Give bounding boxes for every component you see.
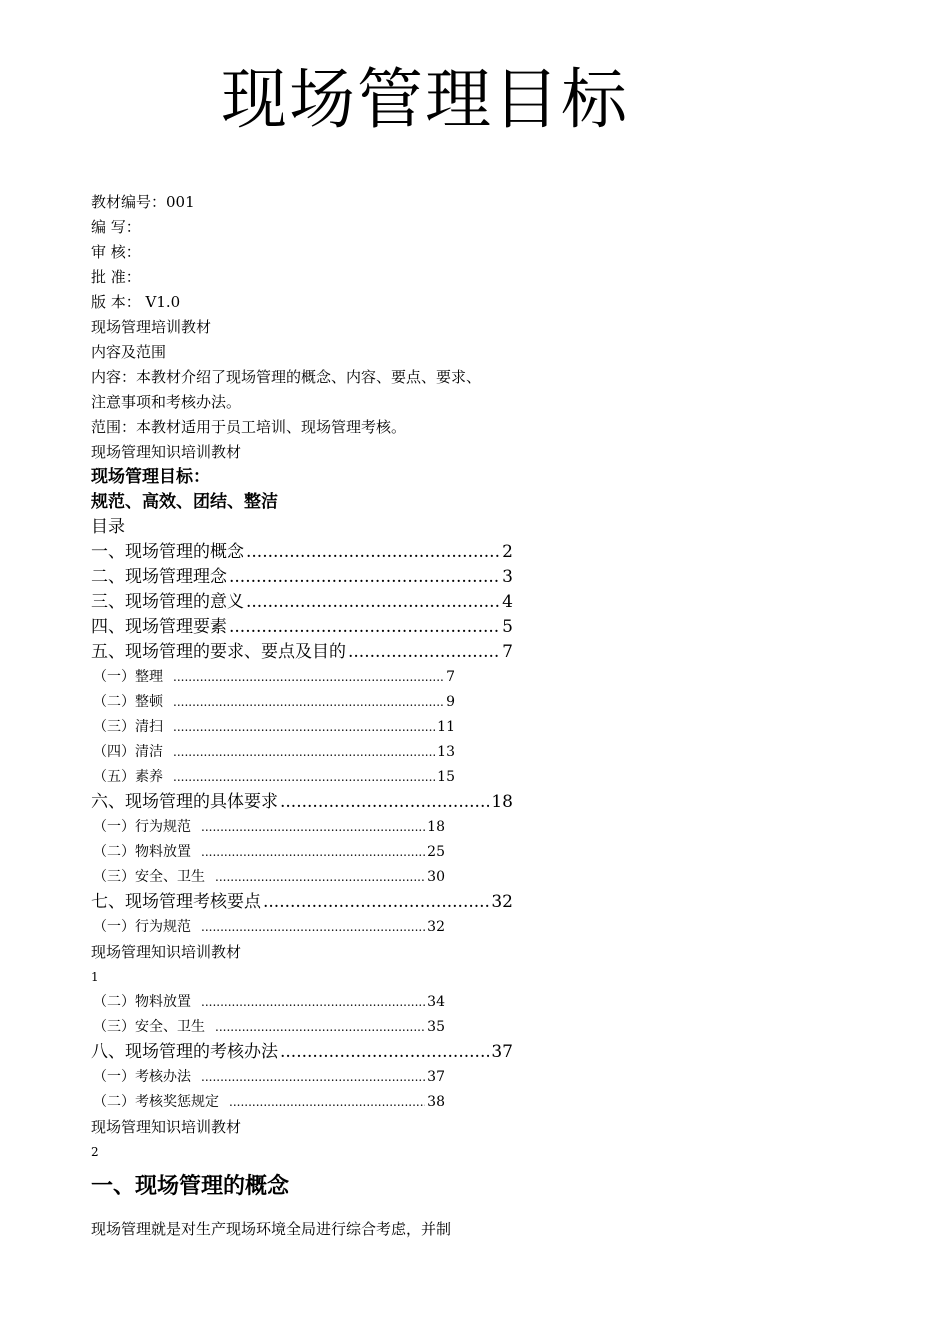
toc-entry[interactable]: [91, 615, 513, 640]
meta-line: 审 核：: [91, 243, 141, 261]
toc-entry-page: 35: [427, 1019, 445, 1035]
toc-entry-page: 11: [437, 719, 455, 735]
toc-entry-label: （一）行为规范: [93, 919, 191, 935]
toc-leader-dots: [215, 865, 425, 890]
toc-entry[interactable]: [91, 590, 513, 615]
meta-line: 编 写：: [91, 218, 141, 236]
meta-line: 批 准：: [91, 268, 141, 286]
toc-entry-page: 38: [427, 1094, 445, 1110]
toc-leader-dots: [229, 1090, 425, 1115]
meta-line: 版 本： V1.0: [91, 293, 181, 311]
toc-leader-dots: [201, 990, 425, 1015]
meta-block: [91, 190, 871, 465]
table-of-contents-continued: [91, 990, 871, 1115]
page-number: 1: [91, 970, 99, 984]
toc-entry-label: （二）整顿: [93, 694, 163, 710]
toc-entry-label: （二）物料放置: [93, 844, 191, 860]
toc-leader-dots: [280, 1040, 489, 1065]
toc-entry-label: （三）清扫: [93, 719, 163, 735]
toc-leader-dots: [263, 890, 489, 915]
toc-entry[interactable]: [91, 1040, 513, 1065]
toc-entry[interactable]: [91, 915, 445, 940]
toc-title: 目录: [91, 517, 125, 537]
toc-entry-page: 7: [502, 642, 513, 662]
toc-entry[interactable]: [91, 1015, 445, 1040]
page-number: 2: [91, 1145, 99, 1159]
toc-entry-page: 13: [437, 744, 455, 760]
meta-line: 现场管理知识培训教材: [91, 443, 242, 461]
document-body: [91, 190, 871, 1242]
page-footer-text: 现场管理知识培训教材: [91, 943, 242, 961]
toc-entry[interactable]: [91, 790, 513, 815]
toc-entry-page: 25: [427, 844, 445, 860]
toc-entry-label: （五）素养: [93, 769, 163, 785]
toc-leader-dots: [173, 715, 435, 740]
toc-entry[interactable]: [91, 865, 445, 890]
toc-entry-label: 四、现场管理要素: [91, 617, 227, 637]
toc-entry-page: 18: [427, 819, 445, 835]
toc-entry-page: 18: [491, 792, 513, 812]
toc-entry-page: 7: [446, 669, 455, 685]
toc-entry[interactable]: [91, 540, 513, 565]
toc-entry[interactable]: [91, 990, 445, 1015]
toc-entry[interactable]: [91, 565, 513, 590]
toc-entry-label: （一）考核办法: [93, 1069, 191, 1085]
toc-leader-dots: [173, 740, 435, 765]
toc-entry[interactable]: [91, 640, 513, 665]
page-footer-text: 现场管理知识培训教材: [91, 1118, 242, 1136]
toc-entry-label: （三）安全、卫生: [93, 869, 205, 885]
toc-leader-dots: [229, 565, 500, 590]
toc-entry-page: 34: [427, 994, 445, 1010]
toc-entry-label: （一）行为规范: [93, 819, 191, 835]
goal-label: 现场管理目标：: [91, 467, 210, 487]
section-heading: 一、现场管理的概念: [91, 1174, 290, 1199]
toc-entry[interactable]: [91, 890, 513, 915]
meta-line: 范围：本教材适用于员工培训、现场管理考核。: [91, 418, 407, 436]
toc-entry[interactable]: [91, 765, 455, 790]
meta-line: 内容及范围: [91, 343, 167, 361]
toc-entry-page: 32: [427, 919, 445, 935]
toc-entry-label: 七、现场管理考核要点: [91, 892, 261, 912]
toc-entry[interactable]: [91, 1065, 445, 1090]
toc-leader-dots: [173, 765, 435, 790]
toc-leader-dots: [246, 540, 500, 565]
table-of-contents: [91, 540, 871, 940]
toc-leader-dots: [173, 665, 444, 690]
toc-entry[interactable]: [91, 740, 455, 765]
toc-entry-page: 32: [491, 892, 513, 912]
toc-entry-label: 三、现场管理的意义: [91, 592, 244, 612]
toc-entry-label: 六、现场管理的具体要求: [91, 792, 278, 812]
toc-leader-dots: [201, 915, 425, 940]
toc-leader-dots: [173, 690, 444, 715]
toc-entry-page: 30: [427, 869, 445, 885]
toc-entry-page: 37: [427, 1069, 445, 1085]
toc-entry-page: 4: [502, 592, 513, 612]
toc-entry-page: 9: [446, 694, 455, 710]
toc-entry-page: 37: [491, 1042, 513, 1062]
toc-entry-label: （二）考核奖惩规定: [93, 1094, 219, 1110]
toc-leader-dots: [215, 1015, 425, 1040]
toc-entry[interactable]: [91, 715, 455, 740]
document-title: 现场管理目标: [221, 61, 629, 138]
toc-leader-dots: [229, 615, 500, 640]
toc-entry-page: 15: [437, 769, 455, 785]
toc-entry-label: （三）安全、卫生: [93, 1019, 205, 1035]
toc-entry-label: 八、现场管理的考核办法: [91, 1042, 278, 1062]
toc-entry[interactable]: [91, 690, 455, 715]
toc-leader-dots: [201, 840, 425, 865]
toc-entry-page: 3: [502, 567, 513, 587]
toc-entry-label: 五、现场管理的要求、要点及目的: [91, 642, 346, 662]
toc-entry-page: 2: [502, 542, 513, 562]
meta-line: 内容：本教材介绍了现场管理的概念、内容、要点、要求、: [91, 368, 482, 386]
meta-line: 注意事项和考核办法。: [91, 393, 242, 411]
toc-entry[interactable]: [91, 840, 445, 865]
toc-entry-label: （四）清洁: [93, 744, 163, 760]
section-paragraph: 现场管理就是对生产现场环境全局进行综合考虑，并制: [91, 1220, 452, 1238]
toc-entry-label: 一、现场管理的概念: [91, 542, 244, 562]
toc-entry[interactable]: [91, 1090, 445, 1115]
toc-leader-dots: [246, 590, 500, 615]
toc-entry[interactable]: [91, 815, 445, 840]
meta-line: 教材编号：001: [91, 193, 195, 211]
toc-leader-dots: [348, 640, 500, 665]
toc-entry-label: （二）物料放置: [93, 994, 191, 1010]
toc-entry-label: 二、现场管理理念: [91, 567, 227, 587]
goal-value: 规范、高效、团结、整洁: [91, 492, 278, 512]
toc-leader-dots: [201, 815, 425, 840]
toc-entry-page: 5: [502, 617, 513, 637]
toc-entry-label: （一）整理: [93, 669, 163, 685]
toc-entry[interactable]: [91, 665, 455, 690]
toc-leader-dots: [201, 1065, 425, 1090]
meta-line: 现场管理培训教材: [91, 318, 212, 336]
toc-leader-dots: [280, 790, 489, 815]
